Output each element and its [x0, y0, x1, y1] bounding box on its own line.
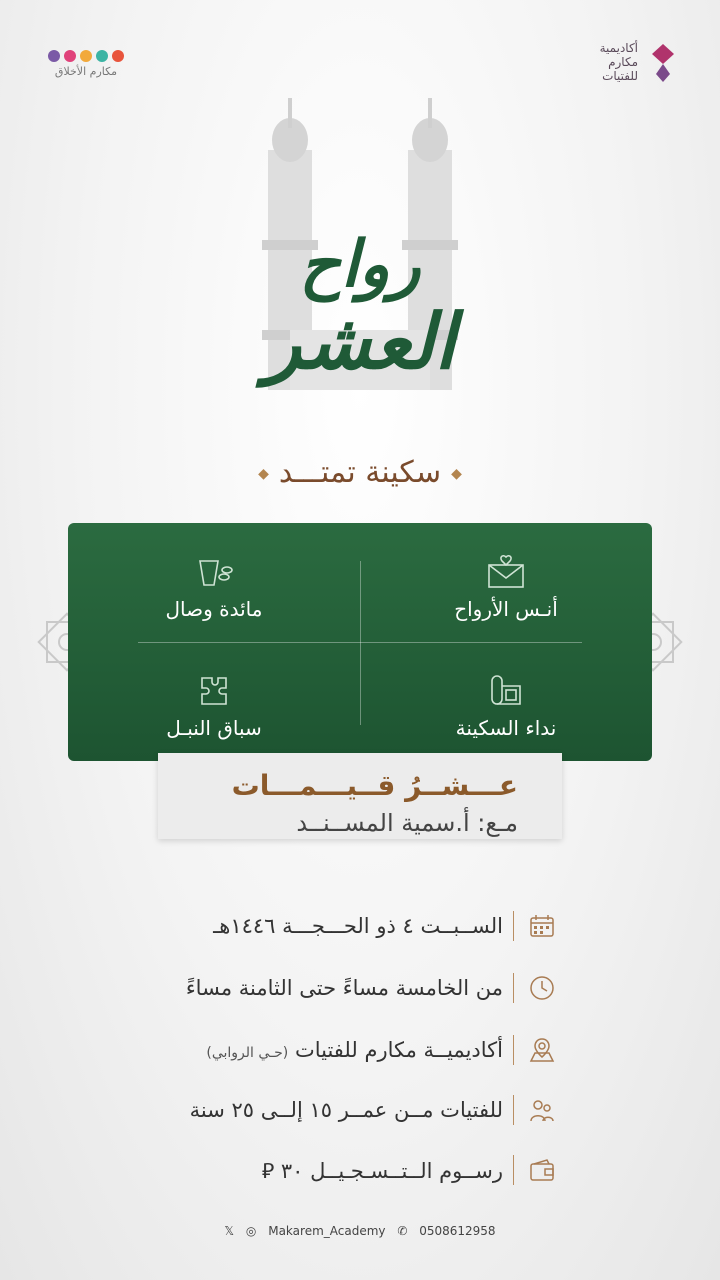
row-separator	[513, 1035, 514, 1065]
academy-logo-text: أكاديمية مكارم للفتيات	[599, 41, 638, 83]
row-separator	[513, 1155, 514, 1185]
diamond-icon: ◆	[258, 465, 269, 482]
card-title: عـــشــرُ قــيـــمـــات	[231, 769, 518, 802]
activity-label: نداء السكينة	[455, 716, 557, 740]
title-line-2: العشر	[264, 297, 456, 386]
prayer-rug-icon	[486, 672, 526, 708]
info-row-time	[140, 968, 560, 1008]
presenter-card	[158, 753, 562, 839]
info-row-audience	[140, 1090, 560, 1130]
wallet-icon	[529, 1158, 555, 1182]
event-title	[0, 227, 720, 386]
subtitle-text: سكينة تمتـــد	[278, 455, 442, 490]
activity-label: سباق النبـل	[166, 716, 262, 740]
academy-logo	[600, 40, 680, 84]
time-text: من الخامسة مساءً حتى الثامنة مساءً	[185, 976, 503, 1000]
logo-dots	[48, 50, 124, 62]
location-district: (حـي الروابي)	[206, 1045, 289, 1061]
social-handle[interactable]: Makarem_Academy	[268, 1224, 386, 1238]
event-subtitle	[0, 455, 720, 490]
presenter-name: مـع: أ.سمية المســنــد	[296, 809, 518, 837]
instagram-icon[interactable]: ◎	[245, 1224, 257, 1238]
fee-text: رســوم الــتــسـجـيــل ٣٠ ⃁	[261, 1158, 503, 1183]
phone-number[interactable]: 0508612958	[419, 1224, 496, 1238]
info-row-date	[140, 906, 560, 946]
location-text	[206, 1038, 503, 1062]
x-icon[interactable]: 𝕏	[224, 1224, 235, 1238]
activity-uns-alarwah	[360, 523, 652, 642]
activity-label: مائدة وصال	[165, 597, 263, 621]
location-name: أكاديميــة مكارم للفتيات	[294, 1038, 503, 1062]
activity-label: أنـس الأرواح	[454, 597, 558, 621]
activities-panel	[68, 523, 652, 761]
audience-text: للفتيات مــن عمــر ١٥ إلــى ٢٥ سنة	[189, 1098, 503, 1122]
row-separator	[513, 973, 514, 1003]
clock-icon	[529, 975, 555, 1001]
makarem-akhlaq-logo	[48, 50, 124, 78]
makarem-akhlaq-logo-text: مكارم الأخلاق	[54, 65, 118, 78]
activity-maidat-wisal	[68, 523, 360, 642]
date-text: الســبــت ٤ ذو الحـــجـــة ١٤٤٦هـ	[213, 914, 503, 938]
envelope-heart-icon	[486, 553, 526, 589]
whatsapp-icon[interactable]: ✆	[397, 1224, 408, 1238]
cup-dates-icon	[194, 553, 234, 589]
footer-contacts	[0, 1224, 720, 1238]
title-line-1: رواح	[299, 227, 421, 302]
row-separator	[513, 911, 514, 941]
location-icon	[529, 1037, 555, 1063]
diamond-icon: ◆	[451, 465, 462, 482]
academy-logo-icon	[646, 40, 680, 84]
info-row-fee	[140, 1150, 560, 1190]
calendar-icon	[529, 914, 555, 938]
puzzle-icon	[194, 672, 234, 708]
info-row-location	[140, 1030, 560, 1070]
activity-nidaa-alsakina	[360, 642, 652, 761]
people-icon	[529, 1097, 555, 1123]
row-separator	[513, 1095, 514, 1125]
activity-sibaq-alnubl	[68, 642, 360, 761]
